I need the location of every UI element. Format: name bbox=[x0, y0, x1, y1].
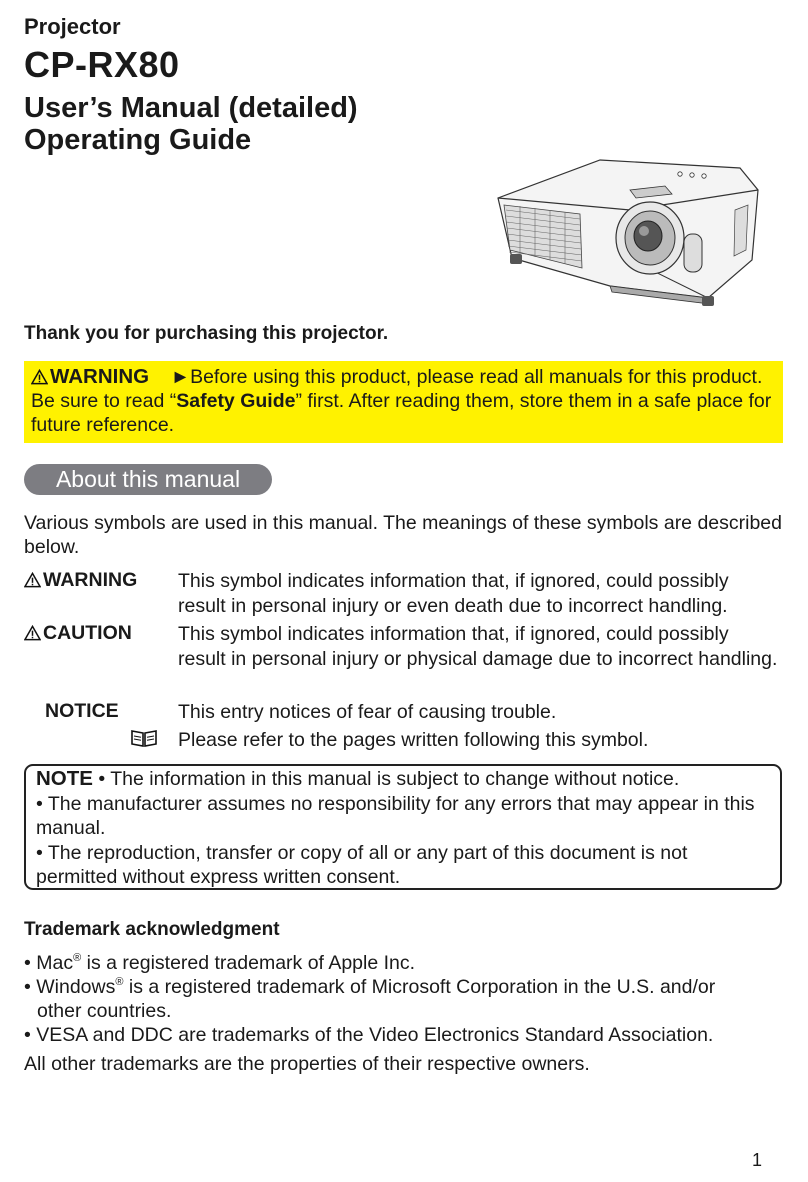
note-line-1: • The information in this manual is subject to change without notice. bbox=[92, 768, 680, 790]
trademark-windows-cont: other countries. bbox=[37, 1000, 172, 1022]
safety-warning-box bbox=[24, 361, 783, 443]
product-category: Projector bbox=[24, 14, 121, 39]
registered-mark: ® bbox=[115, 976, 124, 988]
note-line-2: • The manufacturer assumes no responsibility for any errors that may appear in this manual. bbox=[36, 792, 755, 839]
symbol-reference-description: Please refer to the pages written following this symbol. bbox=[178, 729, 649, 751]
warning-label: WARNING bbox=[31, 366, 155, 388]
trademark-mac: • Mac® is a registered trademark of Apple Inc. bbox=[24, 952, 416, 974]
caution-triangle-icon bbox=[24, 625, 41, 641]
warning-triangle-icon bbox=[31, 369, 48, 385]
trademark-heading: Trademark acknowledgment bbox=[24, 919, 280, 940]
trademark-vesa: • VESA and DDC are trademarks of the Video Electronics Standard Association. bbox=[24, 1024, 714, 1046]
note-label: NOTE bbox=[36, 767, 93, 790]
thank-you-text: Thank you for purchasing this projector. bbox=[24, 323, 389, 344]
trademark-windows: • Windows® is a registered trademark of Microsoft Corporation in the U.S. and/or bbox=[24, 976, 716, 998]
page-number: 1 bbox=[751, 1150, 762, 1170]
registered-mark: ® bbox=[73, 952, 82, 964]
note-box bbox=[24, 764, 782, 890]
warning-triangle-icon bbox=[24, 572, 41, 588]
symbol-warning-label: WARNING bbox=[24, 569, 137, 592]
symbol-caution-label: CAUTION bbox=[24, 622, 132, 645]
warning-text-before: Before using this product, please read all manuals for this product. Be sure to read “ bbox=[31, 366, 763, 412]
model-name: CP-RX80 bbox=[24, 44, 180, 85]
symbol-warning-description: This symbol indicates information that, if ignored, could possibly result in personal injury or even death due to incorrect handling. bbox=[178, 570, 729, 617]
safety-guide-ref: Safety Guide bbox=[176, 390, 296, 412]
warning-text-after: ” first. After reading them, store them in a safe place for future reference. bbox=[31, 390, 772, 436]
manual-title-line1: User’s Manual (detailed) bbox=[24, 92, 358, 124]
section-heading: About this manual bbox=[55, 466, 241, 492]
trademark-others: All other trademarks are the properties of their respective owners. bbox=[24, 1053, 590, 1075]
symbol-notice-description: This entry notices of fear of causing trouble. bbox=[178, 701, 557, 723]
manual-title-line2: Operating Guide bbox=[24, 124, 252, 156]
section-intro: Various symbols are used in this manual. The meanings of these symbols are described below. bbox=[24, 512, 782, 558]
projector-illustration bbox=[490, 150, 770, 310]
symbol-notice-label: NOTICE bbox=[45, 700, 119, 722]
note-line-3: • The reproduction, transfer or copy of all or any part of this document is not permitted without express written consent. bbox=[36, 841, 688, 888]
arrow-marker: ► bbox=[170, 366, 191, 388]
book-icon bbox=[130, 728, 158, 748]
symbol-caution-description: This symbol indicates information that, if ignored, could possibly result in personal injury or physical damage due to incorrect handling. bbox=[178, 623, 778, 670]
